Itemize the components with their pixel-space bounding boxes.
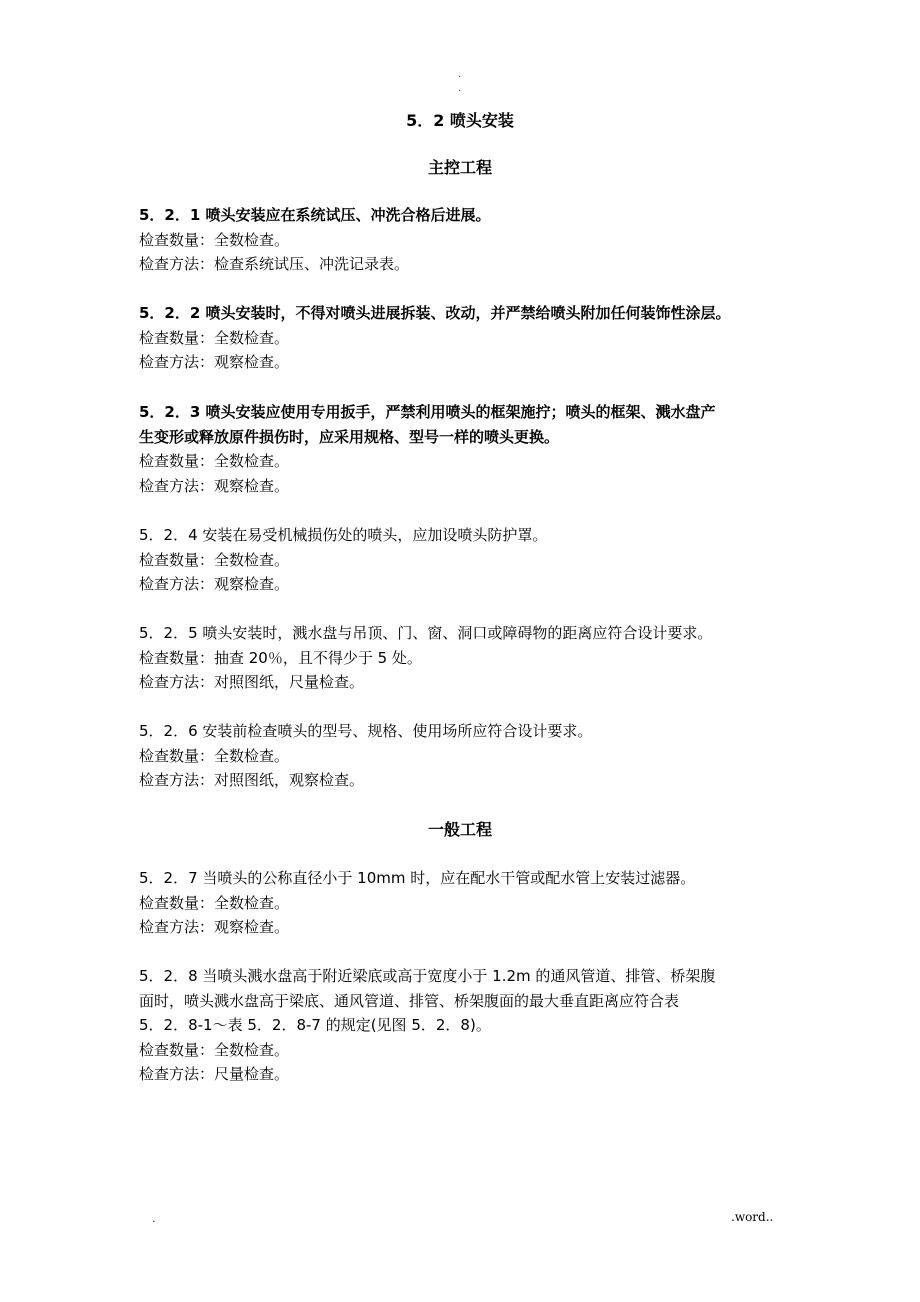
inspection-method: 检查方法：观察检查。 [139,918,290,936]
inspection-method: 检查方法：观察检查。 [139,476,290,495]
clause-5-2-6 [139,719,799,793]
clause-5-2-1 [139,203,799,277]
clause-text-line2: 面时，喷头溅水盘高于梁底、通风管道、排管、桥架腹面的最大垂直距离应符合表 [139,991,680,1010]
clause-text-line3: 5．2．8-1～表 5．2．8-7 的规定(见图 5．2．8)。 [139,1016,491,1034]
inspection-method: 检查方法：尺量检查。 [139,1065,290,1083]
clause-5-2-2 [139,301,799,375]
footer-left-mark: . [152,1212,156,1225]
inspection-quantity: 检查数量：全数检查。 [139,230,290,249]
inspection-method: 检查方法：观察检查。 [139,353,290,371]
clause-text-line2: 生变形或释放原件损伤时，应采用规格、型号一样的喷头更换。 [139,427,560,446]
inspection-quantity: 检查数量：抽查 20％，且不得少于 5 处。 [139,648,422,667]
inspection-method: 检查方法：观察检查。 [139,575,290,593]
section-title: 5．2 喷头安装 [406,111,514,130]
clause-text: 5．2．2 喷头安装时，不得对喷头进展拆装、改动，并严禁给喷头附加任何装饰性涂层。 [139,304,731,322]
inspection-method: 检查方法：对照图纸，尺量检查。 [139,673,365,691]
inspection-quantity: 检查数量：全数检查。 [139,746,290,765]
clause-text: 5．2．7 当喷头的公称直径小于 10mm 时，应在配水干管或配水管上安装过滤器。 [139,869,696,887]
clause-5-2-3 [139,400,799,498]
inspection-quantity: 检查数量：全数检查。 [139,328,290,347]
inspection-quantity: 检查数量：全数检查。 [139,452,290,470]
clause-5-2-8 [139,964,799,1087]
inspection-method: 检查方法：检查系统试压、冲洗记录表。 [139,255,410,273]
inspection-quantity: 检查数量：全数检查。 [139,550,290,569]
inspection-method: 检查方法：对照图纸，观察检查。 [139,771,365,789]
clause-text: 5．2．5 喷头安装时，溅水盘与吊顶、门、窗、洞口或障碍物的距离应符合设计要求。 [139,624,713,642]
inspection-quantity: 检查数量：全数检查。 [139,1040,290,1059]
header-mark-top: . [458,69,462,80]
clause-text: 5．2．6 安装前检查喷头的型号、规格、使用场所应符合设计要求。 [139,722,593,740]
inspection-quantity: 检查数量：全数检查。 [139,893,290,912]
general-heading: 一般工程 [427,820,492,839]
main-control-heading: 主控工程 [427,158,492,177]
clause-5-2-5 [139,621,799,695]
clause-5-2-4 [139,523,799,597]
clause-5-2-7 [139,866,799,940]
clause-text-line1: 5．2．3 喷头安装应使用专用扳手，严禁利用喷头的框架施拧；喷头的框架、溅水盘产 [139,403,716,421]
clause-text: 5．2．1 喷头安装应在系统试压、冲洗合格后进展。 [139,206,491,224]
clause-text: 5．2．4 安装在易受机械损伤处的喷头，应加设喷头防护罩。 [139,526,548,544]
header-mark-bottom: . [458,83,462,94]
clause-text-line1: 5．2．8 当喷头溅水盘高于附近梁底或高于宽度小于 1.2m 的通风管道、排管、桥架腹 [139,967,716,985]
footer-right-mark: .word.. [731,1210,774,1224]
